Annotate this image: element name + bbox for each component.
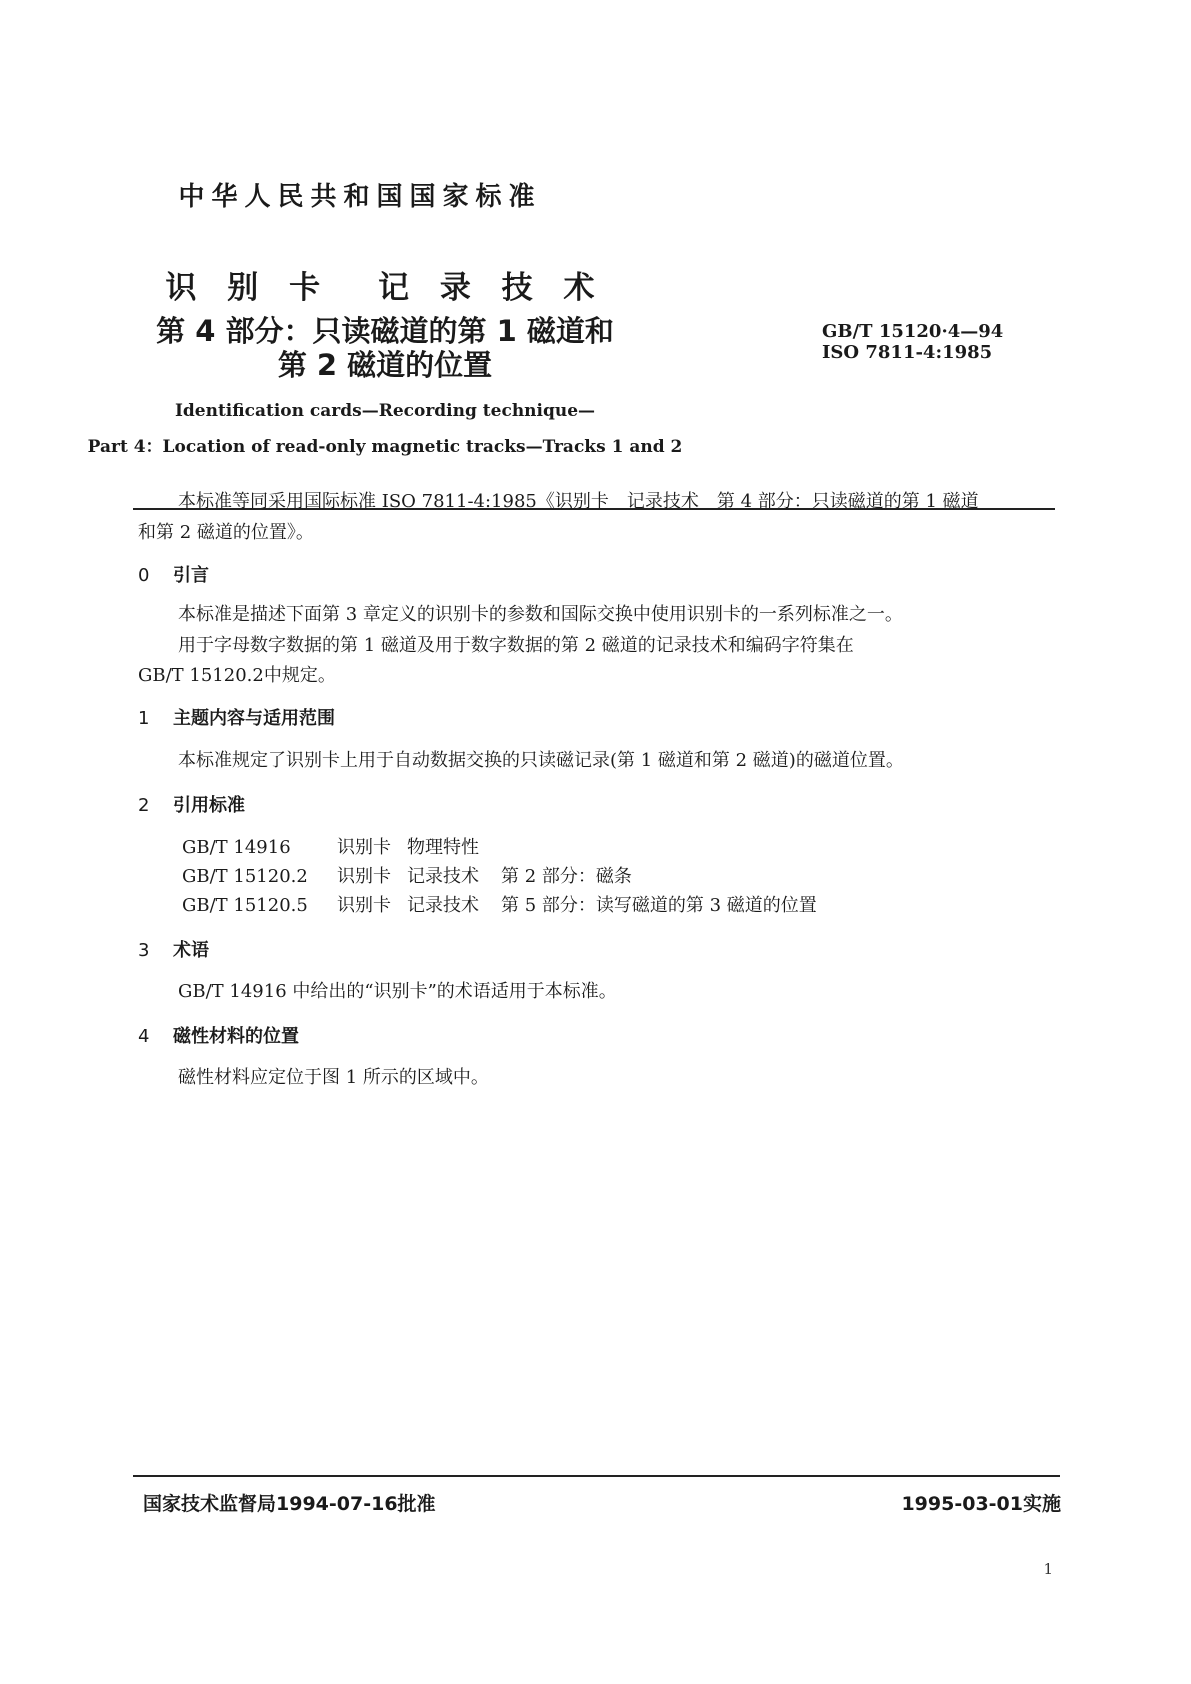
section-0-number: 0 xyxy=(138,565,150,586)
section-0-para1: 本标准是描述下面第 3 章定义的识别卡的参数和国际交换中使用识别卡的一系列标准之一。 xyxy=(178,604,903,625)
section-0-para2-line2: GB/T 15120.2中规定。 xyxy=(138,665,336,686)
section-4-heading xyxy=(138,1022,299,1048)
reference-subtitle: 记录技术 xyxy=(407,866,479,887)
reference-name: 识别卡 xyxy=(337,837,391,858)
section-0-title: 引言 xyxy=(173,565,209,586)
section-4-number: 4 xyxy=(138,1026,150,1047)
reference-code: GB/T 14916 xyxy=(182,837,291,858)
footer-divider xyxy=(133,1475,1060,1477)
section-1-title: 主题内容与适用范围 xyxy=(173,708,335,729)
national-standard-heading: 中华人民共和国国家标准 xyxy=(178,182,542,212)
reference-part: 第 5 部分：读写磁道的第 3 磁道的位置 xyxy=(501,895,817,916)
english-title-line2: Part 4：Location of read-only magnetic tracks—Tracks 1 and 2 xyxy=(87,437,683,457)
reference-name: 识别卡 xyxy=(337,895,391,916)
iso-number: ISO 7811-4:1985 xyxy=(822,342,993,363)
english-title-line1: Identification cards—Recording technique— xyxy=(174,401,596,421)
page-number: 1 xyxy=(1043,1560,1053,1578)
reference-part: 第 2 部分：磁条 xyxy=(501,866,632,887)
title-part-a: 识 别 卡 xyxy=(165,270,331,306)
document-title-line1 xyxy=(0,262,770,307)
reference-code: GB/T 15120.5 xyxy=(182,895,308,916)
document-title-line3: 第 2 磁道的位置 xyxy=(277,348,493,382)
reference-row xyxy=(182,862,632,888)
title-part-b: 记 录 技 术 xyxy=(378,270,605,306)
section-2-number: 2 xyxy=(138,795,150,816)
section-1-number: 1 xyxy=(138,708,150,729)
reference-subtitle: 物理特性 xyxy=(407,837,479,858)
section-3-title: 术语 xyxy=(173,940,209,961)
intro-line1: 本标准等同采用国际标准 ISO 7811-4:1985《识别卡 记录技术 第 4 部分：只读磁道的第 1 磁道 xyxy=(178,491,979,512)
section-2-title: 引用标准 xyxy=(173,795,245,816)
effective-date: 1995-03-01实施 xyxy=(901,1493,1061,1515)
document-title-line2: 第 4 部分：只读磁道的第 1 磁道和 xyxy=(156,314,614,348)
section-1-para1: 本标准规定了识别卡上用于自动数据交换的只读磁记录(第 1 磁道和第 2 磁道)的磁道位置。 xyxy=(178,750,904,771)
section-3-para1: GB/T 14916 中给出的“识别卡”的术语适用于本标准。 xyxy=(178,981,617,1002)
reference-row xyxy=(182,833,501,859)
approval-date: 国家技术监督局1994-07-16批准 xyxy=(143,1493,436,1515)
reference-subtitle: 记录技术 xyxy=(407,895,479,916)
section-3-number: 3 xyxy=(138,940,150,961)
section-0-para2-line1: 用于字母数字数据的第 1 磁道及用于数字数据的第 2 磁道的记录技术和编码字符集在 xyxy=(178,635,854,656)
reference-code: GB/T 15120.2 xyxy=(182,866,308,887)
section-4-para1: 磁性材料应定位于图 1 所示的区域中。 xyxy=(178,1067,489,1088)
reference-name: 识别卡 xyxy=(337,866,391,887)
intro-line2: 和第 2 磁道的位置》。 xyxy=(138,522,314,543)
standard-number: GB/T 15120·4—94 xyxy=(822,321,1004,342)
reference-row xyxy=(182,891,817,917)
section-2-heading xyxy=(138,791,245,817)
section-1-heading xyxy=(138,704,335,730)
section-0-heading xyxy=(138,561,209,587)
section-4-title: 磁性材料的位置 xyxy=(173,1026,299,1047)
section-3-heading xyxy=(138,936,209,962)
